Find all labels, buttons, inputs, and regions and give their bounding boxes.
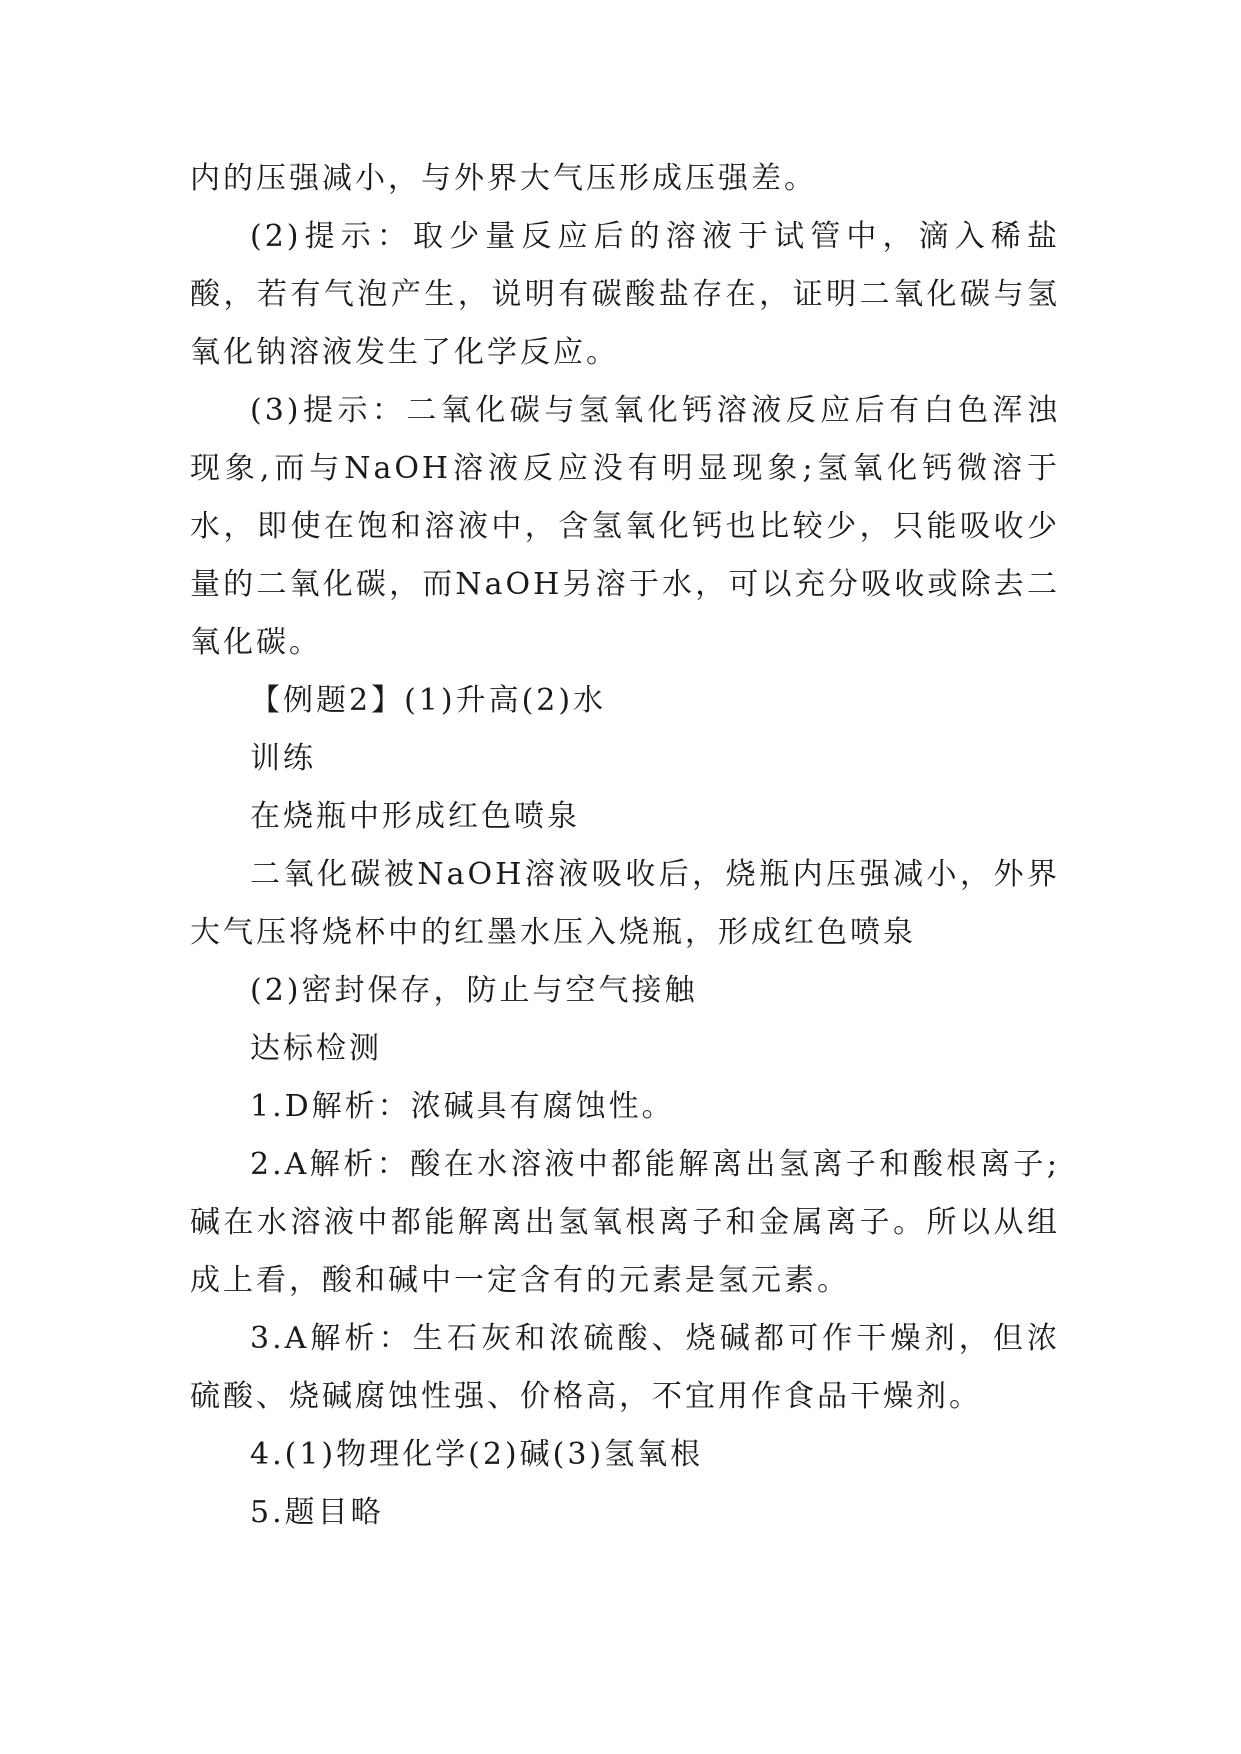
paragraph-answer-5: 5.题目略 [250, 1495, 384, 1530]
paragraph-assessment-heading: 达标检测 [250, 1031, 382, 1066]
paragraph-hint-3: (3)提示：二氧化碳与氢氧化钙溶液反应后有白色浑浊现象,而与NaOH溶液反应没有明显现象;氢氧化钙微溶于水，即使在饱和溶液中，含氢氧化钙也比较少，只能吸收少量的二氧化碳，而NaOH另溶于水，可以充分吸收或除去二氧化碳。 [190, 393, 1060, 660]
paragraph-hint-2: (2)提示：取少量反应后的溶液于试管中，滴入稀盐酸，若有气泡产生，说明有碳酸盐存在，证明二氧化碳与氢氧化钠溶液发生了化学反应。 [190, 219, 1060, 370]
paragraph-training-explanation: 二氧化碳被NaOH溶液吸收后，烧瓶内压强减小，外界大气压将烧杯中的红墨水压入烧瓶，形成红色喷泉 [190, 857, 1060, 950]
paragraph-training-heading: 训练 [250, 741, 316, 776]
paragraph-training-storage: (2)密封保存，防止与空气接触 [250, 973, 698, 1008]
paragraph-answer-1: 1.D解析：浓碱具有腐蚀性。 [250, 1089, 675, 1124]
paragraph-answer-4: 4.(1)物理化学(2)碱(3)氢氧根 [250, 1437, 704, 1472]
paragraph-answer-3: 3.A解析：生石灰和浓硫酸、烧碱都可作干燥剂，但浓硫酸、烧碱腐蚀性强、价格高，不宜用作食品干燥剂。 [190, 1321, 1060, 1414]
paragraph-example-2: 【例题2】(1)升高(2)水 [250, 683, 607, 718]
paragraph-answer-2: 2.A解析：酸在水溶液中都能解离出氢离子和酸根离子;碱在水溶液中都能解离出氢氧根离子和金属离子。所以从组成上看，酸和碱中一定含有的元素是氢元素。 [190, 1147, 1060, 1298]
document-body [190, 150, 1060, 1542]
paragraph-training-phenomenon: 在烧瓶中形成红色喷泉 [250, 799, 580, 834]
paragraph-pressure-conclusion: 内的压强减小，与外界大气压形成压强差。 [190, 161, 817, 196]
